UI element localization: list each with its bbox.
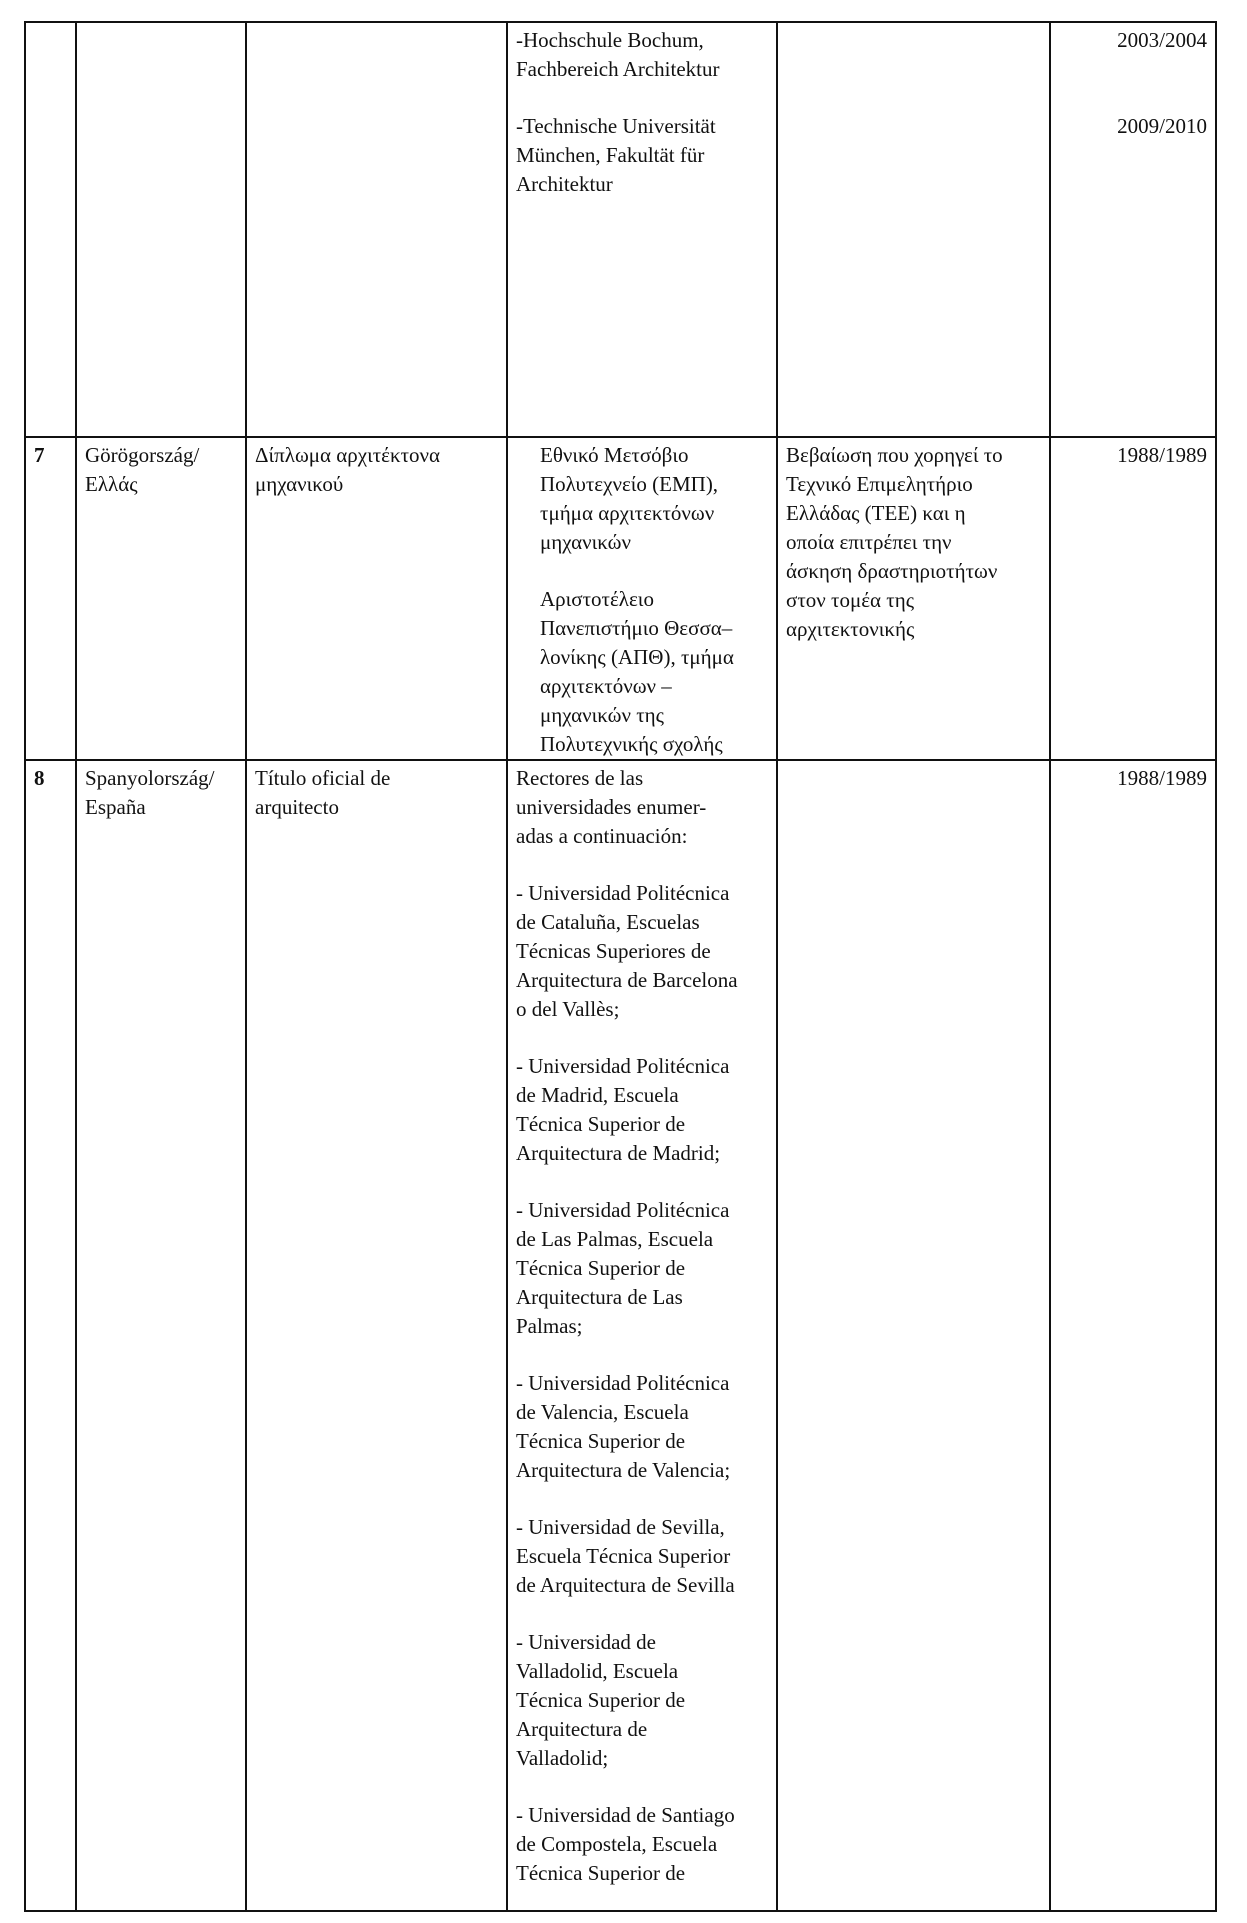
certificate-cell	[777, 760, 1050, 1911]
institutions-cell	[507, 760, 777, 1911]
academic-year: 1988/1989	[1117, 766, 1207, 790]
certificate-text: Βεβαίωση που χορηγεί το Τεχνικό Επιμελητήριο Ελλάδας (ΤΕΕ) και η οποία επιτρέπει την άσκηση δραστηριοτήτων στον τομέα της αρχιτεκτονικής	[786, 443, 1003, 641]
academic-year: 1988/1989	[1117, 443, 1207, 467]
institution-item: - Universidad Politécnica de Las Palmas, Escuela Técnica Superior de Arquitectura de Las Palmas;	[516, 1198, 730, 1338]
institution-item: Αριστοτέλειο Πανεπιστήμιο Θεσσα– λονίκης (ΑΠΘ), τμήμα αρχιτεκτόνων – μηχανικών της Πολυτεχνικής σχολής	[540, 587, 734, 756]
diploma-title: Título oficial de arquitecto	[255, 766, 391, 819]
institutions-cell	[507, 22, 777, 437]
table-row	[25, 22, 1216, 437]
row-number	[25, 22, 76, 437]
certificate-cell	[777, 22, 1050, 437]
institution-item: Εθνικό Μετσόβιο Πολυτεχνείο (ΕΜΠ), τμήμα αρχιτεκτόνων μηχανικών	[540, 443, 719, 554]
certificate-cell	[777, 437, 1050, 760]
diploma-cell	[246, 760, 507, 1911]
institution-item: Rectores de las universidades enumer- adas a continuación:	[516, 766, 707, 848]
years-cell	[1050, 437, 1216, 760]
institution-item: - Universidad Politécnica de Valencia, Escuela Técnica Superior de Arquitectura de Valencia;	[516, 1371, 731, 1482]
table-row	[25, 760, 1216, 1911]
years-cell	[1050, 760, 1216, 1911]
diploma-title: Δίπλωμα αρχιτέκτονα μηχανικού	[255, 443, 441, 496]
diploma-cell	[246, 22, 507, 437]
country-cell	[76, 437, 246, 760]
institution-item: - Universidad de Sevilla, Escuela Técnica Superior de Arquitectura de Sevilla	[516, 1515, 735, 1597]
country-cell	[76, 760, 246, 1911]
institution-item: -Technische Universität München, Fakultät für Architektur	[516, 114, 716, 196]
country-name: Görögország/ Ελλάς	[85, 443, 200, 496]
years-cell	[1050, 22, 1216, 437]
row-number: 8	[25, 760, 76, 1911]
country-cell	[76, 22, 246, 437]
academic-year: 2009/2010	[1117, 114, 1207, 138]
institutions-cell	[507, 437, 777, 760]
row-number: 7	[25, 437, 76, 760]
qualifications-table	[24, 21, 1217, 1912]
table-row	[25, 437, 1216, 760]
institution-item: -Hochschule Bochum, Fachbereich Architektur	[516, 28, 720, 81]
diploma-cell	[246, 437, 507, 760]
institution-item: - Universidad de Santiago de Compostela, Escuela Técnica Superior de	[516, 1803, 735, 1885]
institution-item: - Universidad Politécnica de Madrid, Escuela Técnica Superior de Arquitectura de Madrid;	[516, 1054, 730, 1165]
institution-item: - Universidad de Valladolid, Escuela Técnica Superior de Arquitectura de Valladolid;	[516, 1630, 686, 1770]
institution-item: - Universidad Politécnica de Cataluña, Escuelas Técnicas Superiores de Arquitectura de Barcelona o del Vallès;	[516, 881, 738, 1021]
academic-year: 2003/2004	[1117, 28, 1207, 52]
country-name: Spanyolország/ España	[85, 766, 215, 819]
